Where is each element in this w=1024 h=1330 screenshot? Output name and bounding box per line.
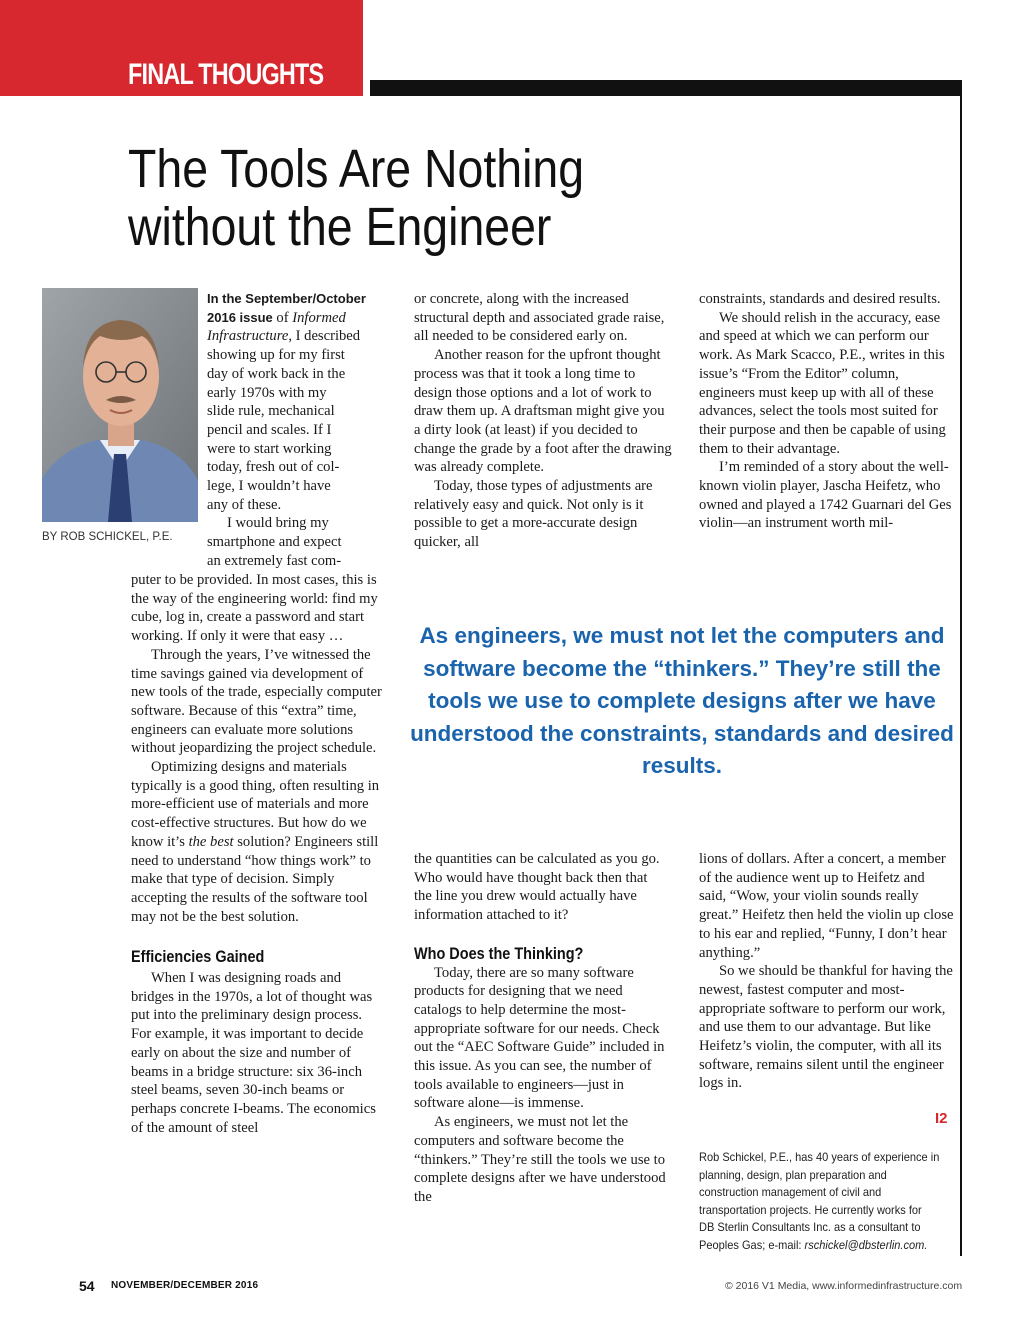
paragraph: puter to be provided. In most cases, this is the way of the engineering world: find my cube, log in, create a password and start working. If only it were that easy … (131, 572, 378, 645)
paragraph: So we should be thankful for having the newest, fastest computer and most-appropriate software to perform our work, and use them to our advantage. But like Heifetz’s violin, the computer, with all its software, remains silent until the engineer logs in. (699, 963, 953, 1092)
text-line: pencil and scales. If I (207, 421, 332, 438)
author-byline: BY ROB SCHICKEL, P.E. (42, 531, 173, 543)
paragraph: Through the years, I’ve witnessed the time savings gained via development of new tools of the trade, especially computer software. Because of this “extra” time, engineers can evaluate more solutions without jeopardizing the project schedule. (131, 646, 382, 757)
paragraph: constraints, standards and desired results. (699, 291, 941, 307)
page-number: 54 (79, 1278, 95, 1294)
column-3-bottom (699, 850, 955, 1093)
page-edge-rule (960, 96, 962, 1256)
lead-line-2: 2016 issue of Informed (207, 309, 346, 326)
section-label: FINAL THOUGHTS (128, 58, 324, 91)
copyright: © 2016 V1 Media, www.informedinfrastructure.com (725, 1280, 963, 1292)
title-line-1: The Tools Are Nothing (128, 139, 585, 199)
text-line: today, fresh out of col- (207, 459, 340, 476)
column-3-top (699, 290, 957, 533)
lead-line-1: In the September/October (207, 291, 366, 306)
text-line: any of these. (207, 496, 282, 513)
paragraph: When I was designing roads and bridges in the 1970s, a lot of thought was put into the preliminary design process. For example, it was important to decide early on about the size and number of beams in a bridge structure: six 36-inch steel beams, seven 30-inch beams or perhaps concrete I-beams. The economics of the amount of steel (131, 970, 376, 1136)
paragraph: the quantities can be calculated as you go. Who would have thought back then that the line you drew would actually have information attached to it? (414, 851, 660, 924)
paragraph: As engineers, we must not let the computers and software become the “thinkers.” They’re still the tools we use to complete designs after we have understood the (414, 1114, 666, 1205)
paragraph: Another reason for the upfront thought process was that it took a long time to design those options and a lot of work to draw them up. A draftsman might give you a dirty look (at least) if you decided to change the grade by a foot after the drawing was already complete. (414, 347, 672, 476)
author-email[interactable]: rschickel@dbsterlin.com. (804, 1237, 928, 1252)
issue-date: NOVEMBER/DECEMBER 2016 (111, 1280, 259, 1291)
paragraph: I’m reminded of a story about the well-known violin player, Jascha Heifetz, who owned and played a 1742 Guarnari del Ges violin—an instrument worth mil- (699, 459, 952, 532)
author-bio: Rob Schickel, P.E., has 40 years of experience in planning, design, plan preparation and construction management of civil and transportation projects. He currently works for DB Sterlin Consultants Inc. as a consultant to Peoples Gas; e-mail: rschickel@dbsterlin.com. (699, 1150, 940, 1252)
column-2-bottom (414, 850, 668, 1207)
paragraph: Optimizing designs and materials typically is a good thing, often resulting in more-efficient use of materials and more cost-effective structures. But how do we know it’s the best solution? Engineers still need to understand “how things work” to make that type of decision. Simply accepting the results of the software tool may not be the best solution. (131, 759, 380, 925)
title-line-2: without the Engineer (128, 197, 552, 257)
header-rule (370, 80, 962, 96)
column-2-top (414, 290, 674, 552)
pull-quote: As engineers, we must not let the computers and software become the “thinkers.” They’re still the tools we use to complete designs after we have understood the constraints, standards and desired results. (410, 623, 954, 778)
paragraph: lions of dollars. After a concert, a member of the audience went up to Heifetz and said, “Wow, your violin sounds really great.” Heifetz then held the violin up close to his ear and replied, “Funny, I don’t hear anything.” (699, 851, 954, 961)
text-line: lege, I wouldn’t have (207, 478, 331, 495)
subhead-efficiencies: Efficiencies Gained (131, 947, 265, 967)
end-mark-icon: I2 (935, 1110, 948, 1127)
paragraph: or concrete, along with the increased structural depth and associated grade raise, all needed to be considered early on. (414, 291, 665, 345)
text-line: showing up for my first (207, 347, 345, 364)
column-1-narrow (207, 290, 387, 571)
text-line: were to start working (207, 440, 332, 457)
article-title (128, 140, 730, 256)
author-photo (42, 288, 198, 522)
text-line: an extremely fast com- (207, 552, 342, 569)
lead-line-3: Infrastructure, I described (207, 328, 361, 345)
column-1-wide (131, 571, 385, 1137)
text-line: smartphone and expect (207, 534, 342, 551)
paragraph: We should relish in the accuracy, ease and speed at which we can perform our work. As Mark Scacco, P.E., writes in this issue’s “From the Editor” column, engineers must keep up with all of these advances, select the tools most suited for their purpose and then be capable of using them to their advantage. (699, 309, 946, 457)
text-line: early 1970s with my (207, 384, 327, 401)
paragraph: Today, there are so many software products for designing that we need catalogs to help determine the most-appropriate software for our needs. Check out the “AEC Software Guide” included in this issue. As you can see, the number of tools available to engineers—just in software alone—is immense. (414, 964, 665, 1112)
text-line: I would bring my (227, 515, 329, 532)
paragraph: Today, those types of adjustments are relatively easy and quick. Not only is it possible to get a more-accurate design quicker, all (414, 478, 653, 551)
text-line: day of work back in the (207, 365, 346, 382)
subhead-thinking: Who Does the Thinking? (414, 943, 584, 963)
text-line: slide rule, mechanical (207, 403, 335, 420)
